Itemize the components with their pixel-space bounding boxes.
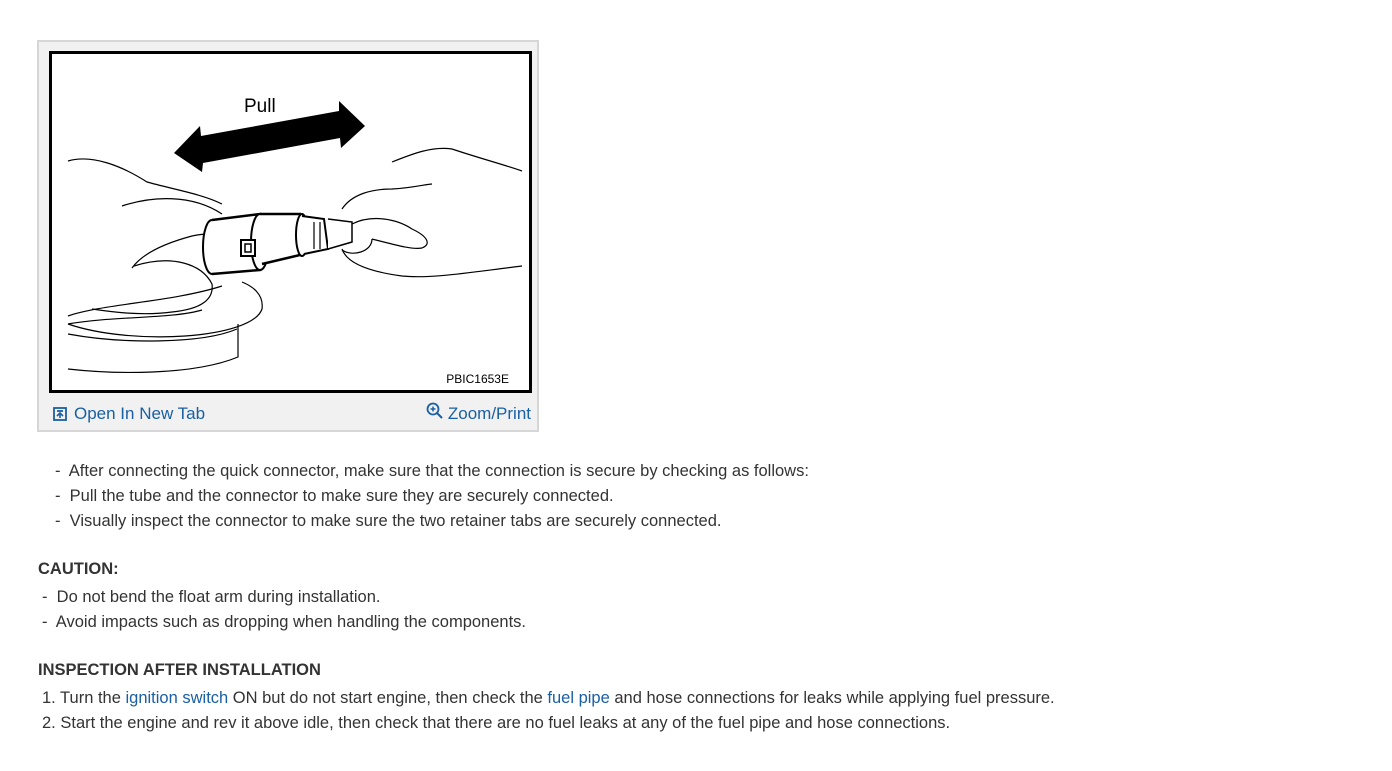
step-text: ON but do not start engine, then check the xyxy=(228,689,548,707)
list-item: - After connecting the quick connector, make sure that the connection is secure by checking as follows: xyxy=(55,459,809,484)
list-item: - Avoid impacts such as dropping when handling the components. xyxy=(42,610,526,635)
list-item: - Do not bend the float arm during installation. xyxy=(42,585,526,610)
quick-connector-illustration xyxy=(52,54,529,390)
figure-actions xyxy=(39,398,537,430)
figure-card xyxy=(37,40,539,432)
caution-title: CAUTION: xyxy=(38,560,119,578)
step-text: Start the engine and rev it above idle, then check that there are no fuel leaks at any of the fuel pipe and hose connections. xyxy=(55,714,951,732)
step-number: 1. xyxy=(42,689,56,707)
fuel-pipe-link[interactable]: fuel pipe xyxy=(547,689,610,707)
caution-list xyxy=(42,585,526,635)
figure-illustration xyxy=(49,51,532,393)
open-new-tab-label: Open In New Tab xyxy=(74,404,206,423)
open-new-tab-button[interactable] xyxy=(53,404,205,424)
open-new-tab-icon xyxy=(53,407,67,421)
ignition-switch-link[interactable]: ignition switch xyxy=(125,689,229,707)
connection-check-list xyxy=(55,459,809,534)
step-2 xyxy=(42,711,1055,736)
figure-code: PBIC1653E xyxy=(446,372,509,386)
step-text: and hose connections for leaks while applying fuel pressure. xyxy=(609,689,1055,707)
zoom-print-label: Zoom/Print xyxy=(447,404,531,423)
list-item: - Visually inspect the connector to make sure the two retainer tabs are securely connected. xyxy=(55,509,809,534)
zoom-in-icon xyxy=(426,402,444,420)
list-item: - Pull the tube and the connector to make sure they are securely connected. xyxy=(55,484,809,509)
zoom-print-button[interactable] xyxy=(426,404,531,424)
inspection-steps xyxy=(42,686,1055,736)
step-1 xyxy=(42,686,1055,711)
pull-label: Pull xyxy=(244,96,276,117)
step-text: Turn the xyxy=(55,689,126,707)
step-number: 2. xyxy=(42,714,56,732)
inspection-title: INSPECTION AFTER INSTALLATION xyxy=(38,661,321,679)
